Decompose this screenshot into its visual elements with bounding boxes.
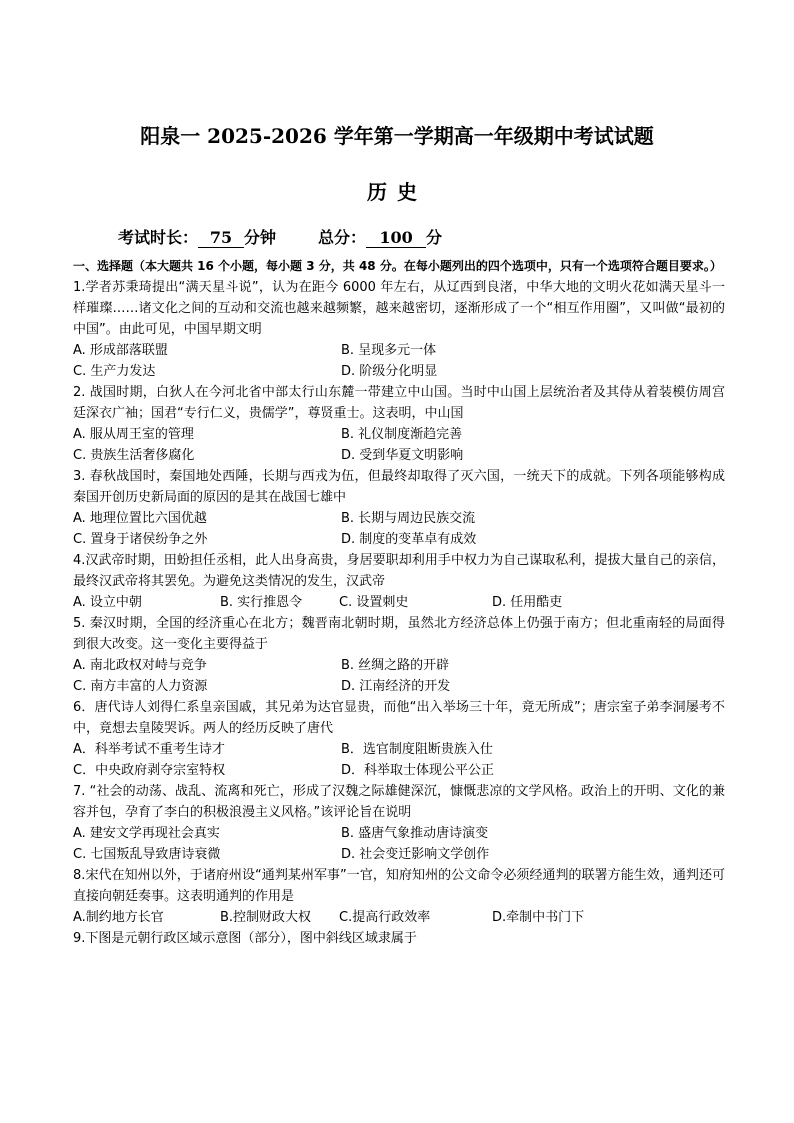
score-label: 总分： <box>318 228 367 247</box>
option-c[interactable]: C．中央政府剥夺宗室特权 <box>73 763 226 778</box>
score-unit: 分 <box>426 228 443 247</box>
option-a[interactable]: A. 服从周王室的管理 <box>73 427 194 442</box>
question-4 <box>73 550 725 613</box>
exam-info <box>118 225 442 248</box>
option-d[interactable]: D. 江南经济的开发 <box>341 679 451 694</box>
question-7 <box>73 781 725 865</box>
question-stem: 9.下图是元朝行政区域示意图（部分），图中斜线区域隶属于 <box>73 931 417 946</box>
question-5 <box>73 613 725 697</box>
time-label: 考试时长： <box>118 228 199 247</box>
option-b[interactable]: B. 丝绸之路的开辟 <box>341 658 450 673</box>
option-c[interactable]: C. 贵族生活奢侈腐化 <box>73 448 195 463</box>
question-stem: 8.宋代在知州以外，于诸府州设“通判某州军事”一官，知府知州的公文命令必须经通判的联署方能生效，通判还可直接向朝廷奏事。这表明通判的作用是 <box>73 868 725 904</box>
option-a[interactable]: A. 地理位置比六国优越 <box>73 511 207 526</box>
question-8 <box>73 865 725 928</box>
question-stem: 2. 战国时期，白狄人在今河北省中部太行山东麓一带建立中山国。当时中山国上层统治者及其侍从着装模仿周宫廷深衣广袖；国君“专行仁义，贵儒学”，尊贤重士。这表明，中山国 <box>73 385 725 421</box>
option-a[interactable]: A. 设立中朝 <box>73 595 142 610</box>
question-stem: 4.汉武帝时期，田蚡担任丞相，此人出身高贵，身居要职却利用手中权力为自己谋取私利，提拔大量自己的亲信，最终汉武帝将其罢免。为避免这类情况的发生，汉武帝 <box>73 553 725 589</box>
option-c[interactable]: C. 南方丰富的人力资源 <box>73 679 208 694</box>
option-a[interactable]: A. 形成部落联盟 <box>73 343 168 358</box>
question-stem: 5. 秦汉时期，全国的经济重心在北方；魏晋南北朝时期，虽然北方经济总体上仍强于南方；但北重南轻的局面得到很大改变。这一变化主要得益于 <box>73 616 725 652</box>
option-c[interactable]: C. 设置刺史 <box>339 595 409 610</box>
option-d[interactable]: D. 社会变迁影响文学创作 <box>341 847 490 862</box>
question-options <box>73 424 725 466</box>
question-options <box>73 823 725 865</box>
exam-title: 阳泉一 2025-2026 学年第一学期高一年级期中考试试题 <box>140 124 654 148</box>
question-1 <box>73 277 725 382</box>
option-b[interactable]: B. 实行推恩令 <box>220 595 303 610</box>
option-b[interactable]: B. 礼仪制度渐趋完善 <box>341 427 463 442</box>
option-d[interactable]: D. 任用酷吏 <box>492 595 563 610</box>
exam-content <box>73 256 725 949</box>
question-stem: 3. 春秋战国时，秦国地处西陲，长期与西戎为伍，但最终却取得了灭六国，一统天下的成就。下列各项能够构成秦国开创历史新局面的原因的是其在战国七雄中 <box>73 469 725 505</box>
question-options <box>73 907 725 928</box>
option-c[interactable]: C. 生产力发达 <box>73 364 156 379</box>
score-value: 100 <box>366 228 426 248</box>
question-6 <box>73 697 725 781</box>
option-a[interactable]: A. 南北政权对峙与竞争 <box>73 658 207 673</box>
question-stem: 1.学者苏秉琦提出“满天星斗说”，认为在距今 6000 年左右，从辽西到良渚，中华大地的文明火花如满天星斗一样璀璨……诸文化之间的互动和交流也越来越频繁，越来越密切，逐渐形成了一个“相互作用圈”，又叫做“最初的中国”。由此可见，中国早期文明 <box>73 280 725 337</box>
question-3 <box>73 466 725 550</box>
option-d[interactable]: D.牵制中书门下 <box>492 910 585 925</box>
option-b[interactable]: B.控制财政大权 <box>220 910 312 925</box>
option-b[interactable]: B. 长期与周边民族交流 <box>341 511 476 526</box>
option-b[interactable]: B. 盛唐气象推动唐诗演变 <box>341 826 489 841</box>
question-options <box>73 340 725 382</box>
option-c[interactable]: C. 七国叛乱导致唐诗衰微 <box>73 847 221 862</box>
question-options <box>73 508 725 550</box>
option-a[interactable]: A.制约地方长官 <box>73 910 164 925</box>
question-options <box>73 655 725 697</box>
section-heading: 一、选择题（本大题共 16 个小题，每小题 3 分，共 48 分。在每小题列出的四个选项中，只有一个选项符合题目要求。） <box>73 259 722 273</box>
question-9 <box>73 928 725 949</box>
option-b[interactable]: B. 呈现多元一体 <box>341 343 437 358</box>
question-options <box>73 592 725 613</box>
option-a[interactable]: A. 建安文学再现社会真实 <box>73 826 220 841</box>
time-unit: 分钟 <box>244 228 277 247</box>
option-d[interactable]: D. 阶级分化明显 <box>341 364 438 379</box>
question-stem: 6．唐代诗人刘得仁系皇亲国戚，其兄弟为达官显贵，而他“出入举场三十年，竟无所成”；唐宗室子弟李洞屡考不中，竟想去皇陵哭诉。两人的经历反映了唐代 <box>73 700 725 736</box>
option-d[interactable]: D. 制度的变革卓有成效 <box>341 532 477 547</box>
question-stem: 7. “社会的动荡、战乱、流离和死亡，形成了汉魏之际雄健深沉，慷慨悲凉的文学风格。政治上的开明、文化的兼容并包，孕育了李白的积极浪漫主义风格。”该评论旨在说明 <box>73 784 725 820</box>
option-a[interactable]: A．科举考试不重考生诗才 <box>73 742 225 757</box>
option-d[interactable]: D. 受到华夏文明影响 <box>341 448 464 463</box>
time-value: 75 <box>198 228 244 248</box>
option-c[interactable]: C.提高行政效率 <box>339 910 431 925</box>
option-d[interactable]: D．科举取士体现公平公正 <box>341 763 495 778</box>
option-c[interactable]: C. 置身于诸侯纷争之外 <box>73 532 208 547</box>
question-options <box>73 739 725 781</box>
question-2 <box>73 382 725 466</box>
subject-title: 历史 <box>367 180 427 204</box>
option-b[interactable]: B．选官制度阻断贵族入仕 <box>341 742 493 757</box>
